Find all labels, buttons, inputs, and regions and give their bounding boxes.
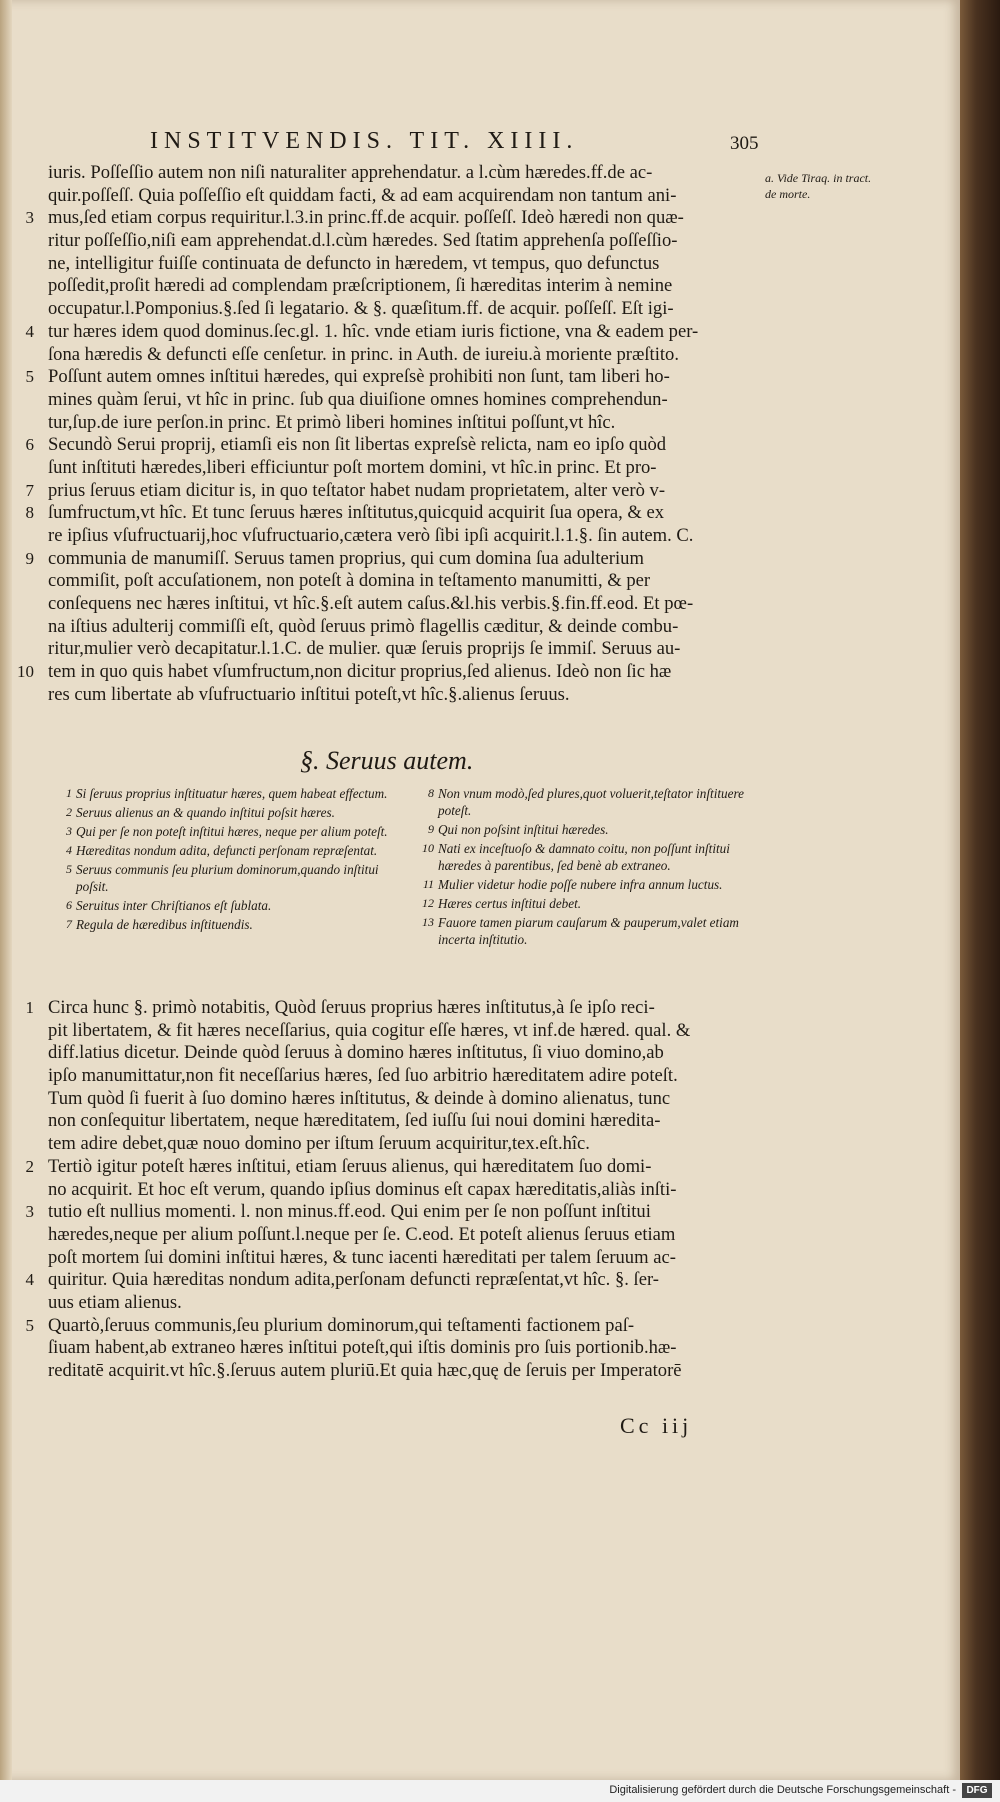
text-line bbox=[48, 1223, 758, 1246]
summary-item bbox=[420, 876, 765, 893]
line-text: communia de manumiſſ. Seruus tamen proprius, qui cum domina ſua adulterium bbox=[48, 547, 644, 569]
text-line bbox=[48, 570, 758, 593]
line-text: poſſedit,proſit hæredi ad complendam præſcriptionem, ſi hæreditas interim à nemine bbox=[48, 275, 673, 297]
text-line bbox=[48, 616, 758, 639]
line-text: pit libertatem, & fit hæres neceſſarius, quia cogitur eſſe hæres, vt inf.de hæred. qual. & bbox=[48, 1019, 691, 1041]
line-text: tem adire debet,quæ nouo domino per iſtum ſeruum acquiritur,tex.eſt.hîc. bbox=[48, 1133, 590, 1155]
summary-item bbox=[58, 916, 408, 933]
marginal-number: 5 bbox=[25, 367, 34, 387]
text-line bbox=[48, 298, 758, 321]
text-line bbox=[48, 162, 758, 185]
summary-list-left bbox=[58, 785, 408, 935]
line-text: ſumfructum,vt hîc. Et tunc ſeruus hæres inſtitutus,quicquid acquirit ſua opera, & ex bbox=[48, 502, 665, 524]
section-title: §. Seruus autem. bbox=[300, 746, 474, 775]
text-line bbox=[48, 230, 758, 253]
summary-item bbox=[420, 840, 765, 874]
text-line bbox=[48, 389, 758, 412]
marginal-number: 1 bbox=[25, 998, 34, 1017]
summary-item bbox=[58, 785, 408, 802]
line-text: commiſit, poſt accuſationem, non poteſt à domina in teſtamento manumitti, & per bbox=[48, 570, 651, 592]
line-text: Poſſunt autem omnes inſtitui hæredes, qui expreſsè prohibiti non ſunt, tam liberi ho- bbox=[48, 366, 670, 388]
line-text: Circa hunc §. primò notabitis, Quòd ſeruus proprius hæres inſtitutus,à ſe ipſo reci- bbox=[48, 997, 655, 1018]
summary-item bbox=[420, 914, 765, 948]
line-text: reditatē acquirit.vt hîc.§.ſeruus autem pluriū.Et quia hæc,quę de ſeruis per Imperatorē bbox=[48, 1360, 682, 1381]
summary-item bbox=[58, 842, 408, 859]
text-line bbox=[25, 1268, 758, 1291]
text-line bbox=[25, 366, 758, 389]
summary-text: Seruus alienus an & quando inſtitui poſsit hæres. bbox=[76, 805, 335, 820]
marginal-number: 9 bbox=[25, 548, 34, 568]
text-line bbox=[48, 344, 758, 367]
line-text: poſt mortem ſui domini inſtitui hæres, & tunc iacenti hæreditati per talem ſeruum ac- bbox=[48, 1246, 676, 1268]
text-line bbox=[48, 457, 758, 480]
line-text: hæredes,neque per alium poſſunt.l.neque per ſe. C.eod. Et poteſt alienus ſeruus etiam bbox=[48, 1223, 676, 1245]
summary-item bbox=[420, 895, 765, 912]
line-text: tem in quo quis habet vſumfructum,non dicitur proprius,ſed alienus. Ideò non ſic hæ bbox=[48, 661, 672, 683]
summary-number: 3 bbox=[66, 824, 72, 838]
line-text: tutio eſt nullius momenti. l. non minus.ff.eod. Qui enim per ſe non poſſunt inſtitui bbox=[48, 1201, 651, 1223]
line-text: uus etiam alienus. bbox=[48, 1291, 182, 1313]
line-text: ipſo manumittatur,non fit neceſſarius hæres, ſed ſuo arbitrio hæreditatem adire poteſt. bbox=[48, 1065, 678, 1087]
summary-number: 2 bbox=[66, 805, 72, 819]
summary-number: 4 bbox=[66, 843, 72, 857]
summary-number: 13 bbox=[422, 915, 434, 929]
text-line bbox=[48, 1041, 758, 1064]
marginal-number: 7 bbox=[25, 480, 34, 500]
summary-number: 10 bbox=[422, 841, 434, 855]
summary-number: 12 bbox=[422, 896, 434, 910]
summary-number: 7 bbox=[66, 917, 72, 931]
line-text: ſona hæredis & defuncti eſſe cenſetur. in princ. in Auth. de iureiu.à moriente præſtito. bbox=[48, 343, 679, 365]
text-line bbox=[48, 1019, 758, 1042]
text-line bbox=[48, 593, 758, 616]
marginal-number: 3 bbox=[25, 1202, 34, 1222]
summary-item bbox=[420, 785, 765, 819]
marginal-number: 4 bbox=[25, 1270, 34, 1290]
signature-mark: Cc iij bbox=[620, 1413, 693, 1438]
summary-text: Mulier videtur hodie poſſe nubere infra annum luctus. bbox=[438, 877, 723, 892]
summary-number: 8 bbox=[428, 786, 434, 800]
summary-item bbox=[420, 821, 765, 838]
text-line bbox=[48, 638, 758, 661]
summary-text: Si ſeruus proprius inſtituatur hæres, quem habeat effectum. bbox=[76, 786, 388, 801]
text-line bbox=[48, 1291, 758, 1314]
text-line bbox=[25, 434, 758, 457]
line-text: tur hæres idem quod dominus.ſec.gl. 1. hîc. vnde etiam iuris fictione, vna & eadem per- bbox=[48, 320, 699, 342]
line-text: ſiuam habent,ab extraneo hæres inſtitui poteſt,qui iſtis dominis pro ſuis portionib.hæ- bbox=[48, 1337, 677, 1359]
marginal-number: 6 bbox=[25, 435, 34, 455]
summary-text: Qui non poſsint inſtitui hæredes. bbox=[438, 822, 609, 837]
summary-number: 6 bbox=[66, 898, 72, 912]
line-text: Secundò Serui proprij, etiamſi eis non ſit libertas expreſsè relicta, nam eo ipſo quòd bbox=[48, 434, 667, 456]
text-line bbox=[25, 479, 758, 503]
summary-number: 1 bbox=[66, 786, 72, 800]
line-text: mus,ſed etiam corpus requiritur.l.3.in princ.ff.de acquir. poſſeſſ. Ideò hæredi non quæ- bbox=[48, 207, 684, 229]
summary-item bbox=[58, 823, 408, 840]
text-line bbox=[48, 253, 758, 276]
line-text: re ipſius vſufructuarij,hoc vſufructuario,cætera verò ſibi ipſi acquirit.l.1.§. ſin autem. C. bbox=[48, 525, 694, 546]
text-line bbox=[48, 1109, 758, 1132]
digitization-credit: Digitalisierung gefördert durch die Deutsche Forschungsgemeinschaft - bbox=[609, 1784, 956, 1796]
line-text: conſequens nec hæres inſtitui, vt hîc.§.eſt autem caſus.&l.his verbis.§.fin.ff.eod. Et pœ- bbox=[48, 593, 694, 615]
summary-text: Seruitus inter Chriſtianos eſt ſublata. bbox=[76, 898, 272, 913]
summary-number: 11 bbox=[422, 877, 434, 891]
body-text-lower bbox=[25, 996, 758, 1382]
line-text: ne, intelligitur fuiſſe continuata de defuncto in hæredem, vt tempus, quo defunctus bbox=[48, 252, 660, 274]
line-text: occupatur.l.Pomponius.§.ſed ſi legatario. & §. quæſitum.ff. de acquir. poſſeſſ. Eſt igi- bbox=[48, 298, 674, 320]
running-header: INSTITVENDIS. TIT. XIIII. bbox=[150, 128, 579, 154]
text-line bbox=[48, 1132, 758, 1155]
text-line bbox=[25, 207, 758, 230]
footer-bar bbox=[0, 1780, 1000, 1802]
line-text: ritur,mulier verò decapitatur.l.1.C. de mulier. quæ ſeruis proprijs ſe immiſ. Seruus au- bbox=[48, 638, 681, 660]
text-line bbox=[48, 1087, 758, 1110]
marginal-number: 3 bbox=[25, 208, 34, 228]
line-text: quir.poſſeſſ. Quia poſſeſſio eſt quiddam facti, & ad eam acquirendam non tantum ani- bbox=[48, 184, 677, 206]
line-text: quiritur. Quia hæreditas nondum adita,perſonam defuncti repræſentat,vt hîc. §. ſer- bbox=[48, 1269, 659, 1291]
marginal-number: 4 bbox=[25, 321, 34, 341]
text-line bbox=[25, 502, 758, 525]
text-line bbox=[25, 1314, 758, 1337]
summary-item bbox=[58, 804, 408, 821]
text-line bbox=[17, 661, 758, 684]
line-text: Quartò,ſeruus communis,ſeu plurium dominorum,qui teſtamenti factionem paſ- bbox=[48, 1314, 635, 1336]
summary-text: Hæres certus inſtitui debet. bbox=[438, 896, 582, 911]
line-text: ritur poſſeſſio,niſi eam apprehendat.d.l.cùm hæredes. Sed ſtatim apprehenſa poſſeſſio- bbox=[48, 230, 678, 252]
line-text: res cum libertate ab vſufructuario inſtitui poteſt,vt hîc.§.alienus ſeruus. bbox=[48, 683, 570, 705]
page-gutter bbox=[0, 0, 12, 1780]
text-line bbox=[25, 996, 758, 1019]
marginal-number: 10 bbox=[17, 662, 34, 682]
line-text: mines quàm ſerui, vt hîc in princ. ſub qua diuiſione omnes homines comprehendun- bbox=[48, 388, 668, 410]
summary-item bbox=[58, 861, 408, 895]
text-line bbox=[48, 1336, 758, 1359]
text-line bbox=[25, 320, 758, 344]
line-text: na iſtius adulterij commiſſi eſt, quòd ſeruus primò flagellis cæditur, & deinde combu- bbox=[48, 615, 679, 637]
line-text: Tum quòd ſi fuerit à ſuo domino hæres inſtitutus, & deinde à domino alienatus, tunc bbox=[48, 1087, 671, 1109]
text-line bbox=[48, 684, 758, 707]
dfg-logo: DFG bbox=[962, 1783, 992, 1798]
line-text: Tertiò igitur poteſt hæres inſtitui, etiam ſeruus alienus, qui hæreditatem ſuo domi- bbox=[48, 1155, 652, 1177]
text-line bbox=[48, 525, 758, 548]
summary-number: 5 bbox=[66, 862, 72, 876]
text-line bbox=[25, 547, 758, 571]
text-line bbox=[48, 1064, 758, 1087]
summary-number: 9 bbox=[428, 822, 434, 836]
line-text: ſunt inſtituti hæredes,liberi efficiuntur poſt mortem domini, vt hîc.in princ. Et pro- bbox=[48, 456, 657, 478]
summary-text: Non vnum modò,ſed plures,quot voluerit,teſtator inſtituere poteſt. bbox=[438, 786, 744, 818]
summary-list-right bbox=[420, 785, 765, 950]
summary-text: Seruus communis ſeu plurium dominorum,quando inſtitui poſsit. bbox=[76, 862, 379, 894]
text-line bbox=[48, 275, 758, 298]
line-text: non conſequitur libertatem, neque hæreditatem, ſed iuſſu ſui noui domini hæredita- bbox=[48, 1110, 661, 1132]
line-text: diff.latius dicetur. Deinde quòd ſeruus à domino hæres inſtitutus, ſi viuo domino,ab bbox=[48, 1042, 664, 1064]
summary-text: Qui per ſe non poteſt inſtitui hæres, neque per alium poteſt. bbox=[76, 824, 388, 839]
text-line bbox=[25, 1200, 758, 1223]
text-line bbox=[48, 1359, 758, 1382]
text-line bbox=[48, 1178, 758, 1201]
line-text: tur,ſup.de iure perſon.in princ. Et primò liberi homines inſtitui poſſunt,vt hîc. bbox=[48, 411, 616, 433]
summary-text: Fauore tamen piarum cauſarum & pauperum,valet etiam incerta inſtitutio. bbox=[438, 915, 739, 947]
summary-item bbox=[58, 897, 408, 914]
line-text: iuris. Poſſeſſio autem non niſi naturaliter apprehendatur. a l.cùm hæredes.ff.de ac- bbox=[48, 162, 653, 183]
margin-note: a. Vide Tiraq. in tract. de morte. bbox=[765, 171, 872, 201]
body-text-upper bbox=[17, 162, 758, 707]
book-fore-edge bbox=[960, 0, 1000, 1780]
marginal-number: 2 bbox=[25, 1156, 34, 1176]
summary-text: Nati ex inceſtuoſo & damnato coitu, non poſſunt inſtitui hæredes à parentibus, ſed benè ab extraneo. bbox=[438, 841, 730, 873]
text-line bbox=[48, 185, 758, 208]
text-line bbox=[48, 1246, 758, 1269]
marginal-number: 8 bbox=[25, 503, 34, 523]
line-text: no acquirit. Et hoc eſt verum, quando ipſius dominus eſt capax hæreditatis,aliàs inſti- bbox=[48, 1178, 677, 1200]
line-text: prius ſeruus etiam dicitur is, in quo teſtator habet nudam proprietatem, alter verò v- bbox=[48, 479, 666, 501]
text-line bbox=[48, 412, 758, 435]
summary-text: Hæreditas nondum adita, defuncti perſonam repræſentat. bbox=[76, 843, 378, 858]
page-number: 305 bbox=[730, 133, 759, 154]
marginal-number: 5 bbox=[25, 1315, 34, 1335]
summary-text: Regula de hæredibus inſtituendis. bbox=[76, 917, 253, 932]
text-line bbox=[25, 1155, 758, 1178]
